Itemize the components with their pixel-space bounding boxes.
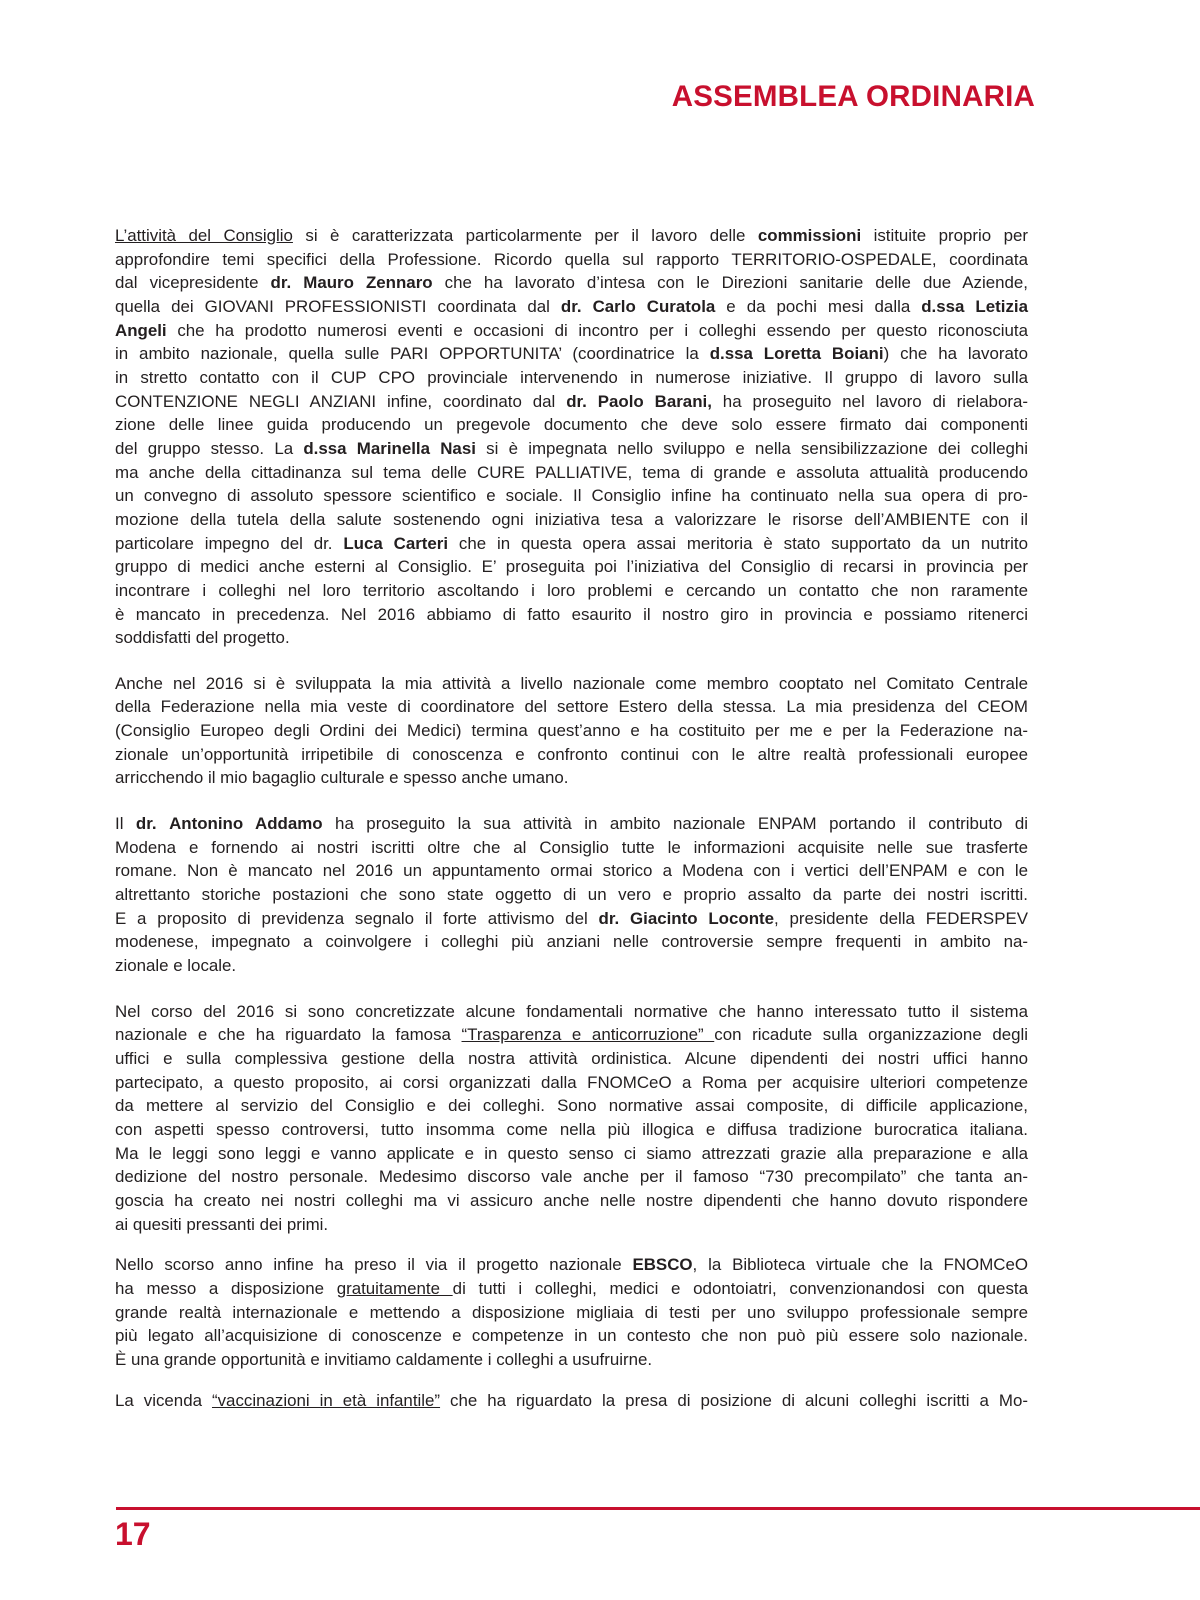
text-span: , la Biblioteca virtuale che la FNOMCeO [692, 1255, 1028, 1275]
text-line [115, 1023, 1028, 1047]
text-span [291, 273, 303, 292]
bold-person-name: Giacinto Loconte [629, 908, 775, 928]
bold-term: EBSCO [632, 1255, 693, 1275]
text-line: un convegno di assoluto spessore scientifico e sociale. Il Consiglio infine ha continuato nella sua opera di pro- [115, 486, 1028, 506]
text-span: , presidente della FEDERSPEV [774, 908, 1028, 928]
text-span: particolare impegno del dr. [115, 533, 344, 553]
text-line: della Federazione nella mia veste di coordinatore del settore Estero della stessa. La mia presidenza del CEOM [115, 697, 1028, 717]
paragraph-enpam [115, 812, 1028, 978]
page-title: ASSEMBLEA ORDINARIA [671, 80, 1035, 113]
text-line [115, 1277, 1028, 1301]
underlined-phrase: “Trasparenza e anticorruzione” [461, 1025, 715, 1045]
bold-title: dr. [560, 296, 582, 316]
text-span: si è impegnata nello sviluppo e nella sensibilizzazione dei colleghi [475, 438, 1029, 458]
bold-title: dr. [270, 273, 292, 293]
text-line: partecipato, a questo proposito, ai corsi organizzati dalla FNOMCeO a Roma per acquisire ulteriori competenze [115, 1072, 1028, 1092]
text-line: ma anche della cittadinanza sul tema delle CURE PALLIATIVE, tema di grande e assoluta attualità producendo [115, 462, 1028, 482]
text-span: in ambito nazionale, quella sulle PARI OPPORTUNITA’ (coordinatrice la [115, 344, 710, 364]
bold-person-name: Angeli [115, 320, 167, 340]
text-line: romane. Non è mancato nel 2016 un appuntamento ormai storico a Modena con i vertici dell’ENPAM e con le [115, 861, 1028, 881]
bold-person-name: Antonino Addamo [169, 814, 323, 834]
text-line: zionale e locale. [115, 956, 237, 976]
bold-person-name: d.ssa Letizia [921, 296, 1028, 316]
text-line: goscia ha creato nei nostri colleghi ma vi assicuro anche nelle nostre dipendenti che hanno dovuto rispondere [115, 1190, 1028, 1210]
underlined-phrase: L’attività del Consiglio [115, 226, 293, 245]
page-number: 17 [115, 1516, 151, 1552]
text-span: Nello scorso anno infine ha preso il via il progetto nazionale [115, 1255, 633, 1275]
text-line [115, 271, 1028, 295]
text-line: Anche nel 2016 si è sviluppata la mia attività a livello nazionale come membro cooptato nel Comitato Centrale [115, 673, 1028, 693]
text-line: da mettere al servizio del Consiglio e dei colleghi. Sono normative assai composite, di difficile applicazione, [115, 1096, 1028, 1116]
text-line: approfondire temi specifici della Professione. Ricordo quella sul rapporto TERRITORIO-OSPEDALE, coordinata [115, 249, 1028, 269]
text-span: del gruppo stesso. La [115, 438, 304, 458]
text-line: incontrare i colleghi nel loro territorio ascoltando i loro problemi e cercando un contatto che non raramente [115, 580, 1028, 600]
text-span: con ricadute sulla organizzazione degli [714, 1025, 1029, 1045]
text-span: dal vicepresidente [115, 273, 271, 293]
text-line: ai quesiti pressanti dei primi. [115, 1214, 329, 1234]
paragraph-normative [115, 1000, 1028, 1237]
text-span: di tutti i colleghi, medici e odontoiatri, convenzionandosi con questa [452, 1278, 1028, 1298]
text-line: soddisfatti del progetto. [115, 628, 290, 648]
text-line: zionale un’opportunità irripetibile di conoscenza e confronto continui con le altre realtà professionali europee [115, 744, 1028, 764]
text-span: La vicenda [115, 1390, 212, 1410]
text-line: Modena e fornendo ai nostri iscritti oltre che al Consiglio tutte le informazioni acquisite nelle sue trasferte [115, 837, 1028, 857]
text-line: con aspetti spesso controversi, tutto insomma come nella più illogica e diffusa tradizione burocratica italiana. [115, 1119, 1028, 1139]
text-span: ) che ha lavorato [883, 344, 1028, 364]
text-span [587, 392, 598, 411]
text-line: arricchendo il mio bagaglio culturale e spesso anche umano. [115, 768, 569, 788]
text-line: uffici e sulla complessiva gestione della nostra attività ordinistica. Alcune dipendenti dei nostri uffici hanno [115, 1049, 1028, 1068]
bold-person-name: Paolo Barani, [597, 391, 712, 411]
text-line [115, 1389, 1028, 1413]
text-span [619, 909, 630, 928]
text-line: gruppo di medici anche esterni al Consiglio. E’ proseguita poi l’iniziativa del Consiglio di recarsi in provincia per [115, 557, 1028, 577]
text-line [115, 812, 1028, 836]
underlined-phrase: gratuitamente [336, 1278, 453, 1298]
text-line: Ma le leggi sono leggi e vanno applicate e in questo senso ci siamo attrezzati grazie alla preparazione e alla [115, 1143, 1028, 1163]
text-span: nazionale e che ha riguardato la famosa [115, 1025, 462, 1045]
text-span: che ha riguardato la presa di posizione di alcuni colleghi iscritti a Mo- [440, 1390, 1028, 1410]
text-span: e da pochi mesi dalla [715, 296, 922, 316]
text-line [115, 342, 1028, 366]
text-line [115, 532, 1028, 556]
text-line: zione delle linee guida producendo un pregevole documento che deve solo essere firmato dai componenti [115, 415, 1028, 435]
text-line: È una grande opportunità e invitiamo caldamente i colleghi a usufruirne. [115, 1349, 653, 1369]
bold-person-name: Mauro Zennaro [303, 273, 433, 293]
paragraph-ebsco [115, 1253, 1028, 1371]
text-line: altrettanto storiche postazioni che sono state oggetto di un vero e proprio assalto da parte dei nostri iscritti. [115, 885, 1028, 905]
text-line: grande realtà internazionale e mettendo a disposizione migliaia di testi per uno sviluppo professionale sempre [115, 1302, 1028, 1322]
text-line: Nel corso del 2016 si sono concretizzate alcune fondamentali normative che hanno interessato tutto il sistema [115, 1001, 1028, 1021]
article-body [115, 224, 1028, 1434]
text-line: mozione della tutela della salute sostenendo ogni iniziativa tesa a valorizzare le risorse dell’AMBIENTE con il [115, 509, 1028, 529]
text-span [157, 814, 169, 833]
text-line [115, 295, 1028, 319]
text-line [115, 319, 1028, 343]
bold-person-name: d.ssa Marinella Nasi [303, 438, 476, 458]
bold-person-name: d.ssa Loretta Boiani [709, 344, 884, 364]
bold-term: commissioni [757, 226, 862, 245]
text-span: CONTENZIONE NEGLI ANZIANI infine, coordinato dal [115, 391, 567, 411]
text-line [115, 907, 1028, 931]
text-span: si è caratterizzata particolarmente per il lavoro delle [292, 226, 758, 245]
text-span: che in questa opera assai meritoria è stato supportato da un nutrito [448, 533, 1028, 553]
text-line: in stretto contatto con il CUP CPO provinciale intervenendo in numerose iniziative. Il gruppo di lavoro sulla [115, 367, 1028, 387]
text-span: che ha prodotto numerosi eventi e occasioni di incontro per i colleghi essendo per questo riconosciuta [166, 320, 1028, 340]
text-line: (Consiglio Europeo degli Ordini dei Medici) termina quest’anno e ha costituito per me e per la Federazione na- [115, 721, 1028, 741]
text-line [115, 390, 1028, 414]
text-span: istituite proprio per [861, 226, 1029, 245]
text-line [115, 437, 1028, 461]
paragraph-nazionale [115, 672, 1028, 790]
text-line: più legato all’acquisizione di conoscenze e competenze in un contesto che non può più essere solo nazionale. [115, 1326, 1028, 1346]
text-span: ha proseguito nel lavoro di rielabora- [711, 391, 1028, 411]
text-span: Il [115, 814, 136, 834]
text-line: dedizione del nostro personale. Medesimo discorso vale anche per il famoso “730 precompilato” che tanta an- [115, 1167, 1028, 1187]
bold-person-name: Luca Carteri [343, 533, 449, 553]
bold-title: dr. [598, 908, 620, 928]
text-line: è mancato in precedenza. Nel 2016 abbiamo di fatto esaurito il nostro giro in provincia e possiamo ritenerci [115, 604, 1028, 624]
paragraph-consiglio [115, 224, 1028, 650]
bold-title: dr. [135, 814, 157, 834]
text-line [115, 224, 1028, 248]
text-span: quella dei GIOVANI PROFESSIONISTI coordinata dal [115, 296, 561, 316]
underlined-phrase: “vaccinazioni in età infantile” [211, 1390, 441, 1410]
bold-person-name: Carlo Curatola [592, 296, 716, 316]
text-span: ha messo a disposizione [115, 1278, 337, 1298]
text-span [582, 297, 593, 316]
text-line: modenese, impegnato a coinvolgere i colleghi più anziani nelle controversie sempre frequenti in ambito na- [115, 932, 1028, 952]
text-span: ha proseguito la sua attività in ambito nazionale ENPAM portando il contributo di [322, 814, 1029, 834]
paragraph-vaccinazioni [115, 1389, 1028, 1413]
text-span: che ha lavorato d’intesa con le Direzioni sanitarie delle due Aziende, [432, 273, 1029, 293]
bold-title: dr. [566, 391, 587, 411]
text-span: E a proposito di previdenza segnalo il forte attivismo del [115, 908, 599, 928]
text-line [115, 1253, 1028, 1277]
footer-divider [116, 1507, 1200, 1510]
